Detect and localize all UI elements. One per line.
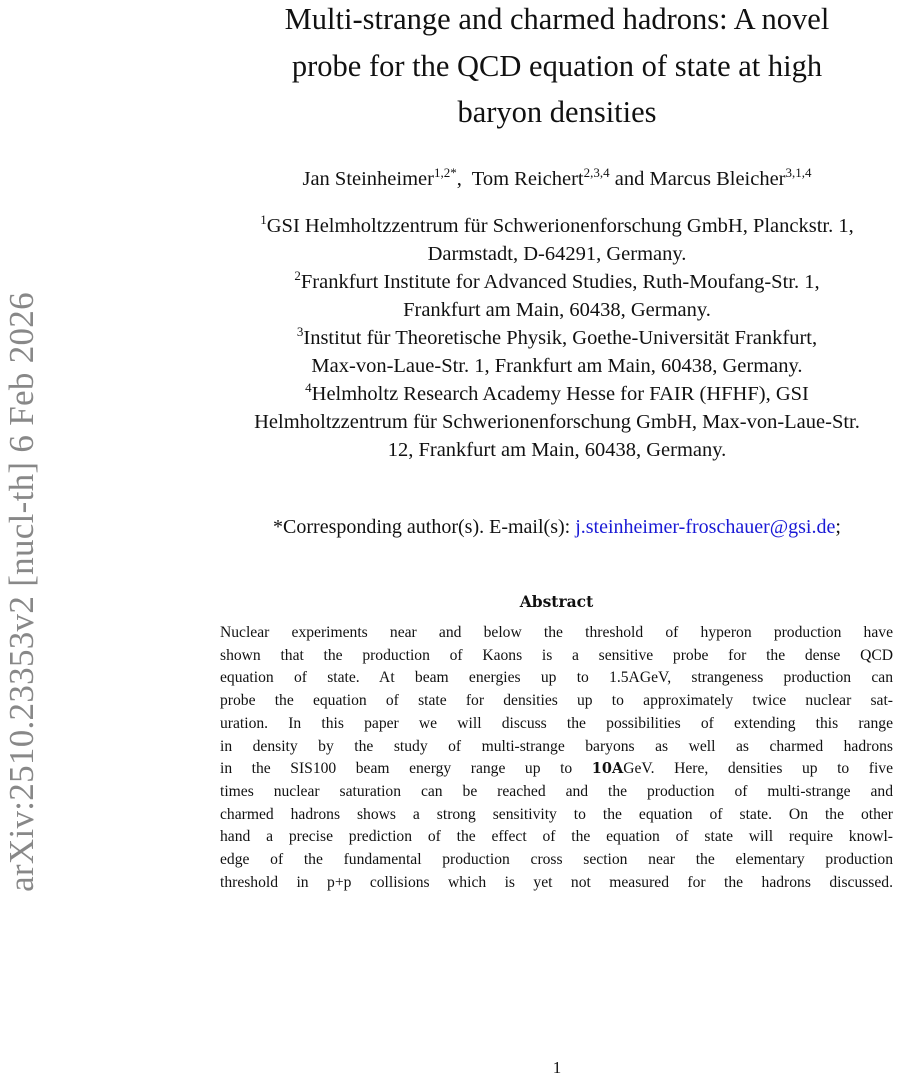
author-name: Tom Reichert — [471, 168, 584, 190]
author-separator: , — [456, 168, 472, 190]
abstract-line: charmed hadrons shows a strong sensitivity to the equation of state. On the other — [220, 805, 893, 823]
author-name: Jan Steinheimer — [302, 168, 434, 190]
author-affiliation-marks: 1,2* — [433, 165, 457, 181]
abstract-line — [220, 758, 893, 781]
affiliation-text: Helmholtz Research Academy Hesse for FAIR (HFHF), GSI — [311, 383, 809, 405]
abstract-line: probe the equation of state for densities up to approximately twice nuclear sat- — [220, 692, 893, 710]
beam-energy-bold: 10A — [591, 760, 624, 778]
abstract-line: in density by the study of multi-strange baryons as well as charmed hadrons — [220, 737, 893, 755]
affiliation-text: GSI Helmholtzzentrum für Schwerionenforschung GmbH, Planckstr. 1, — [266, 215, 854, 237]
author-list — [198, 165, 916, 191]
abstract-heading: Abstract — [519, 592, 594, 611]
affiliations — [190, 212, 916, 464]
abstract-line-text: GeV. Here, densities up to five — [623, 760, 894, 778]
affiliation-number: 3 — [296, 324, 304, 340]
title-line: Multi-strange and charmed hadrons: A novel — [284, 2, 830, 36]
affiliation-text: Frankfurt Institute for Advanced Studies, Ruth-Moufang-Str. 1, — [300, 271, 820, 293]
abstract-line: equation of state. At beam energies up to 1.5AGeV, strangeness production can — [220, 669, 893, 687]
author-affiliation-marks: 2,3,4 — [583, 165, 610, 181]
abstract-line: shown that the production of Kaons is a sensitive probe for the dense QCD — [220, 646, 893, 664]
corresponding-label: *Corresponding author(s). E-mail(s): — [273, 516, 576, 538]
paper-title — [198, 0, 916, 136]
affiliation-number: 4 — [305, 380, 312, 396]
affiliation-line: Darmstadt, D-64291, Germany. — [427, 243, 687, 265]
corresponding-suffix: ; — [835, 516, 841, 538]
author-affiliation-marks: 3,1,4 — [785, 165, 812, 181]
page-number: 1 — [552, 1058, 562, 1077]
affiliation-number: 2 — [294, 268, 301, 284]
title-line: probe for the QCD equation of state at high — [291, 48, 823, 83]
affiliation-text: Institut für Theoretische Physik, Goethe-Universität Frankfurt, — [303, 327, 818, 349]
author-name: Marcus Bleicher — [649, 168, 786, 190]
abstract-line: edge of the fundamental production cross section near the elementary production — [220, 851, 893, 869]
affiliation-line: Max-von-Laue-Str. 1, Frankfurt am Main, 60438, Germany. — [311, 355, 803, 377]
abstract-line-text: in the SIS100 beam energy range up to — [220, 760, 592, 778]
author-separator: and — [609, 168, 650, 190]
abstract-line: uration. In this paper we will discuss the possibilities of extending this range — [220, 714, 893, 732]
affiliation-line: Frankfurt am Main, 60438, Germany. — [403, 299, 711, 321]
arxiv-identifier: arXiv:2510.23353v2 [nucl-th] 6 Feb 2026 — [2, 292, 41, 892]
abstract-line: Nuclear experiments near and below the threshold of hyperon production have — [220, 624, 893, 641]
affiliation-line: Helmholtzzentrum für Schwerionenforschung GmbH, Max-von-Laue-Str. — [254, 411, 860, 433]
affiliation-number: 1 — [260, 212, 267, 228]
affiliation-line — [190, 324, 916, 352]
affiliation-line — [190, 268, 916, 296]
abstract-line: hand a precise prediction of the effect of the equation of state will require knowl- — [220, 828, 893, 846]
affiliation-line — [190, 212, 916, 240]
affiliation-line: 12, Frankfurt am Main, 60438, Germany. — [387, 439, 727, 461]
abstract-body — [220, 622, 893, 894]
abstract-line: threshold in p+p collisions which is yet not measured for the hadrons discussed. — [220, 873, 893, 891]
corresponding-author — [198, 516, 916, 539]
email-link[interactable]: j.steinheimer-froschauer@gsi.de — [575, 516, 836, 538]
abstract-line: times nuclear saturation can be reached and the production of multi-strange and — [220, 782, 893, 800]
title-line: baryon densities — [457, 95, 657, 129]
affiliation-line — [190, 380, 916, 408]
